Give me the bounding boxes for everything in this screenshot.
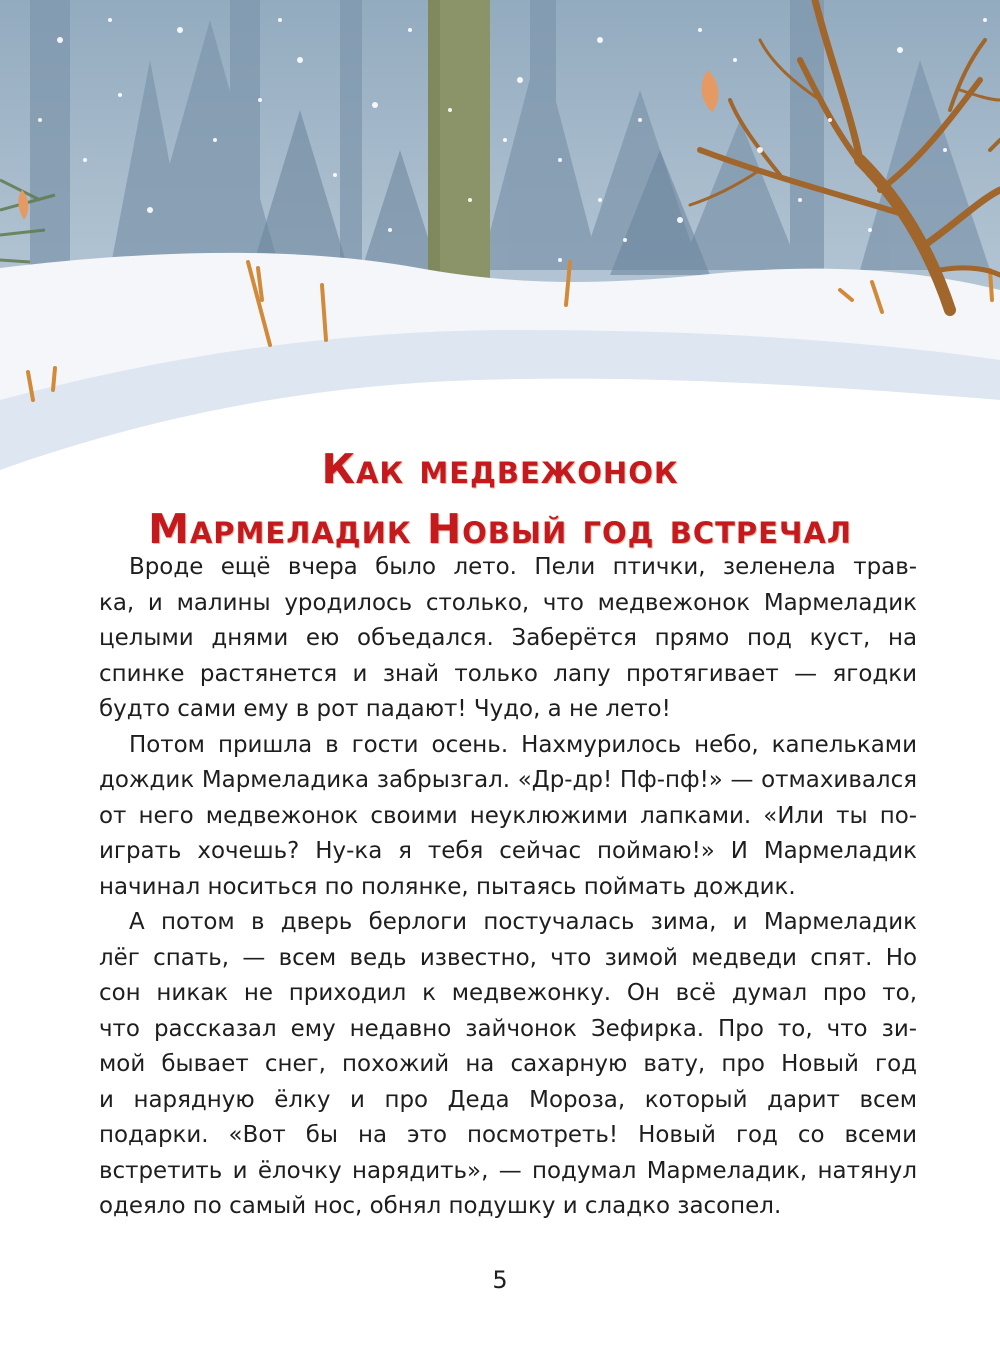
story-title-line-1: Как медвежонок	[321, 445, 679, 494]
text-line: лёг спать, — всем ведь известно, что зимой медведи спят. Но	[99, 944, 917, 971]
text-line: и нарядную ёлку и про Деда Мороза, который дарит всем	[99, 1086, 917, 1113]
text-line: ка, и малины уродилось столько, что медвежонок Мармеладик	[99, 589, 917, 616]
story-text	[69, 550, 917, 1225]
paragraph-1	[69, 550, 917, 728]
text-line: сон никак не приходил к медвежонку. Он всё думал про то,	[99, 980, 917, 1006]
text-line: дождик Мармеладика забрызгал. «Др-др! Пф-пф!» — отмахивался	[99, 767, 917, 793]
text-line: спинке растянется и знай только лапу протягивает — ягодки	[99, 660, 917, 687]
story-title	[0, 439, 1000, 559]
text-line: начинал носиться по полянке, пытаясь поймать дождик.	[99, 873, 796, 900]
text-line: целыми днями ею объедался. Заберётся прямо под куст, на	[99, 625, 917, 651]
paragraph-2	[69, 728, 917, 906]
text-line: встретить и ёлочку нарядить», — подумал Мармеладик, натянул	[99, 1157, 917, 1184]
text-line: будто сами ему в рот падают! Чудо, а не лето!	[99, 696, 671, 722]
paragraph-3	[69, 905, 917, 1225]
text-line: одеяло по самый нос, обнял подушку и сладко засопел.	[99, 1193, 782, 1219]
text-line: мой бывает снег, похожий на сахарную вату, про Новый год	[99, 1051, 917, 1077]
text-line: А потом в дверь берлоги постучалась зима, и Мармеладик	[129, 909, 917, 935]
text-line: что рассказал ему недавно зайчонок Зефирка. Про то, что зи-	[99, 1015, 917, 1042]
text-line: играть хочешь? Ну-ка я тебя сейчас поймаю!» И Мармеладик	[99, 838, 917, 864]
text-line: от него медвежонок своими неуклюжими лапками. «Или ты по-	[99, 802, 917, 829]
text-line: Вроде ещё вчера было лето. Пели птички, зеленела трав-	[129, 554, 917, 580]
text-line: Потом пришла в гости осень. Нахмурилось небо, капельками	[129, 731, 917, 758]
page-number: 5	[492, 1266, 508, 1294]
text-line: подарки. «Вот бы на это посмотреть! Новый год со всеми	[99, 1122, 917, 1148]
story-title-line-2: Мармеладик Новый год встречал	[148, 505, 852, 554]
